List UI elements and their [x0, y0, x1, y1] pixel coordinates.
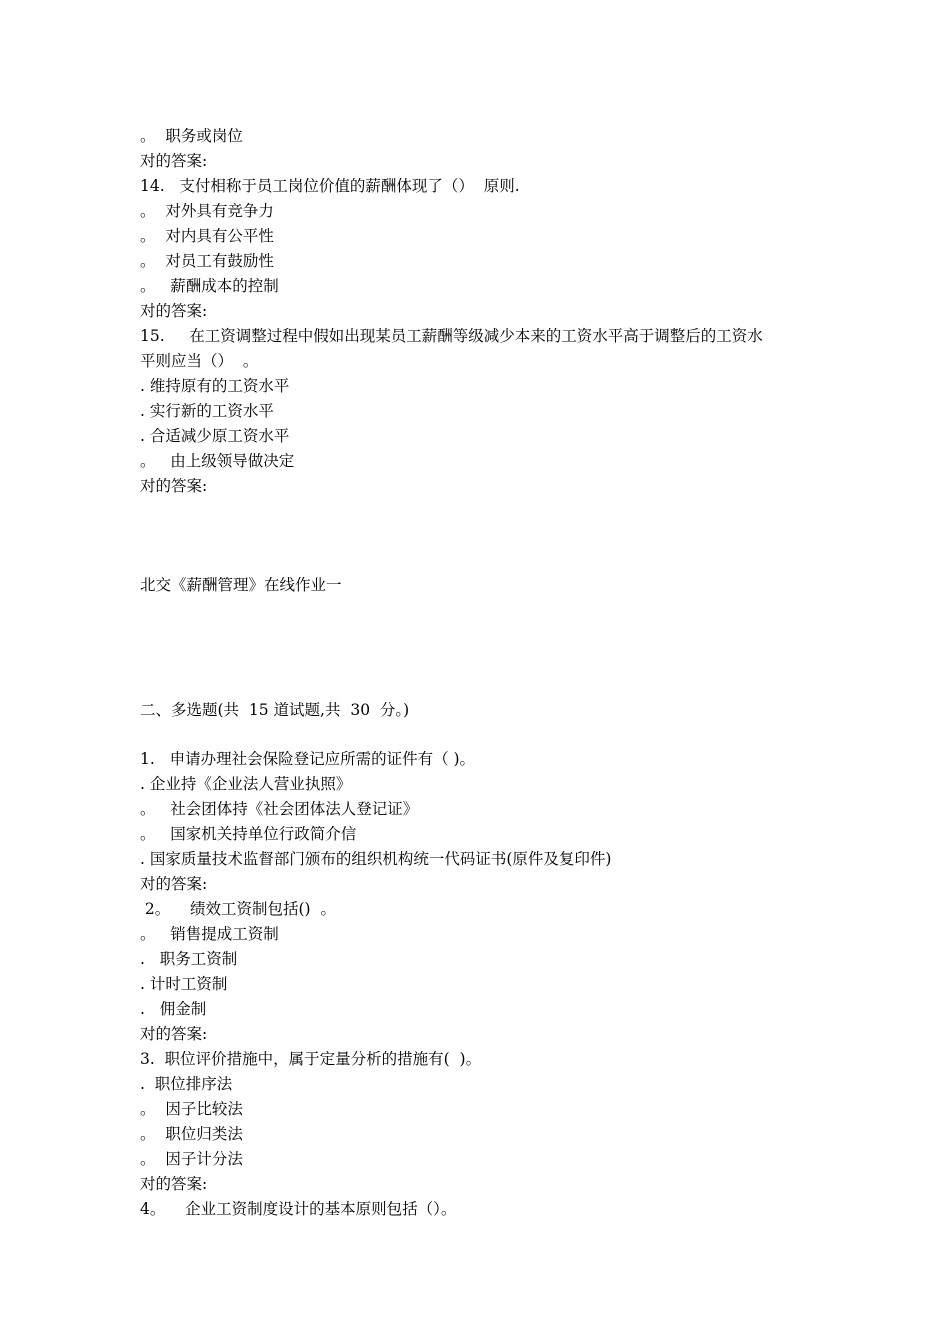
- option-text: . 计时工资制: [140, 975, 228, 993]
- question-text-continued: 平则应当（） 。: [140, 352, 259, 370]
- option-text: 。 因子计分法: [140, 1150, 243, 1168]
- answer-label: 对的答案:: [140, 1175, 208, 1193]
- question-text: 2。 绩效工资制包括() 。: [140, 900, 336, 918]
- option-text: 。 薪酬成本的控制: [140, 277, 279, 295]
- option-text: 。 社会团体持《社会团体法人登记证》: [140, 800, 419, 818]
- option-text: 。 销售提成工资制: [140, 925, 279, 943]
- option-text: . 合适减少原工资水平: [140, 427, 290, 445]
- question-text: 15. 在工资调整过程中假如出现某员工薪酬等级减少本来的工资水平高于调整后的工资水: [140, 327, 763, 345]
- option-text: 。 职务或岗位: [140, 127, 243, 145]
- answer-label: 对的答案:: [140, 477, 208, 495]
- question-text: 4。 企业工资制度设计的基本原则包括（）。: [140, 1200, 457, 1218]
- option-text: 。 职位归类法: [140, 1125, 243, 1143]
- option-text: 。 对外具有竞争力: [140, 202, 274, 220]
- question-text: 1. 申请办理社会保险登记应所需的证件有（ )。: [140, 750, 476, 768]
- option-text: . 佣金制: [140, 1000, 207, 1018]
- option-text: 。 国家机关持单位行政简介信: [140, 825, 357, 843]
- option-text: 。 因子比较法: [140, 1100, 243, 1118]
- answer-label: 对的答案:: [140, 875, 208, 893]
- answer-label: 对的答案:: [140, 152, 208, 170]
- answer-label: 对的答案:: [140, 1025, 208, 1043]
- option-text: . 维持原有的工资水平: [140, 377, 290, 395]
- option-text: . 职务工资制: [140, 950, 238, 968]
- section-heading: 二、多选题(共 15 道试题,共 30 分。): [140, 701, 410, 719]
- answer-label: 对的答案:: [140, 302, 208, 320]
- question-text: 3. 职位评价措施中，属于定量分析的措施有( )。: [140, 1050, 482, 1068]
- document-title: 北交《薪酬管理》在线作业一: [140, 576, 342, 594]
- option-text: 。 由上级领导做决定: [140, 452, 295, 470]
- option-text: 。 对员工有鼓励性: [140, 252, 274, 270]
- option-text: . 企业持《企业法人营业执照》: [140, 775, 352, 793]
- option-text: . 职位排序法: [140, 1075, 233, 1093]
- option-text: . 实行新的工资水平: [140, 402, 274, 420]
- option-text: 。 对内具有公平性: [140, 227, 274, 245]
- question-text: 14. 支付相称于员工岗位价值的薪酬体现了（） 原则.: [140, 177, 520, 195]
- option-text: . 国家质量技术监督部门颁布的组织机构统一代码证书(原件及复印件): [140, 850, 612, 868]
